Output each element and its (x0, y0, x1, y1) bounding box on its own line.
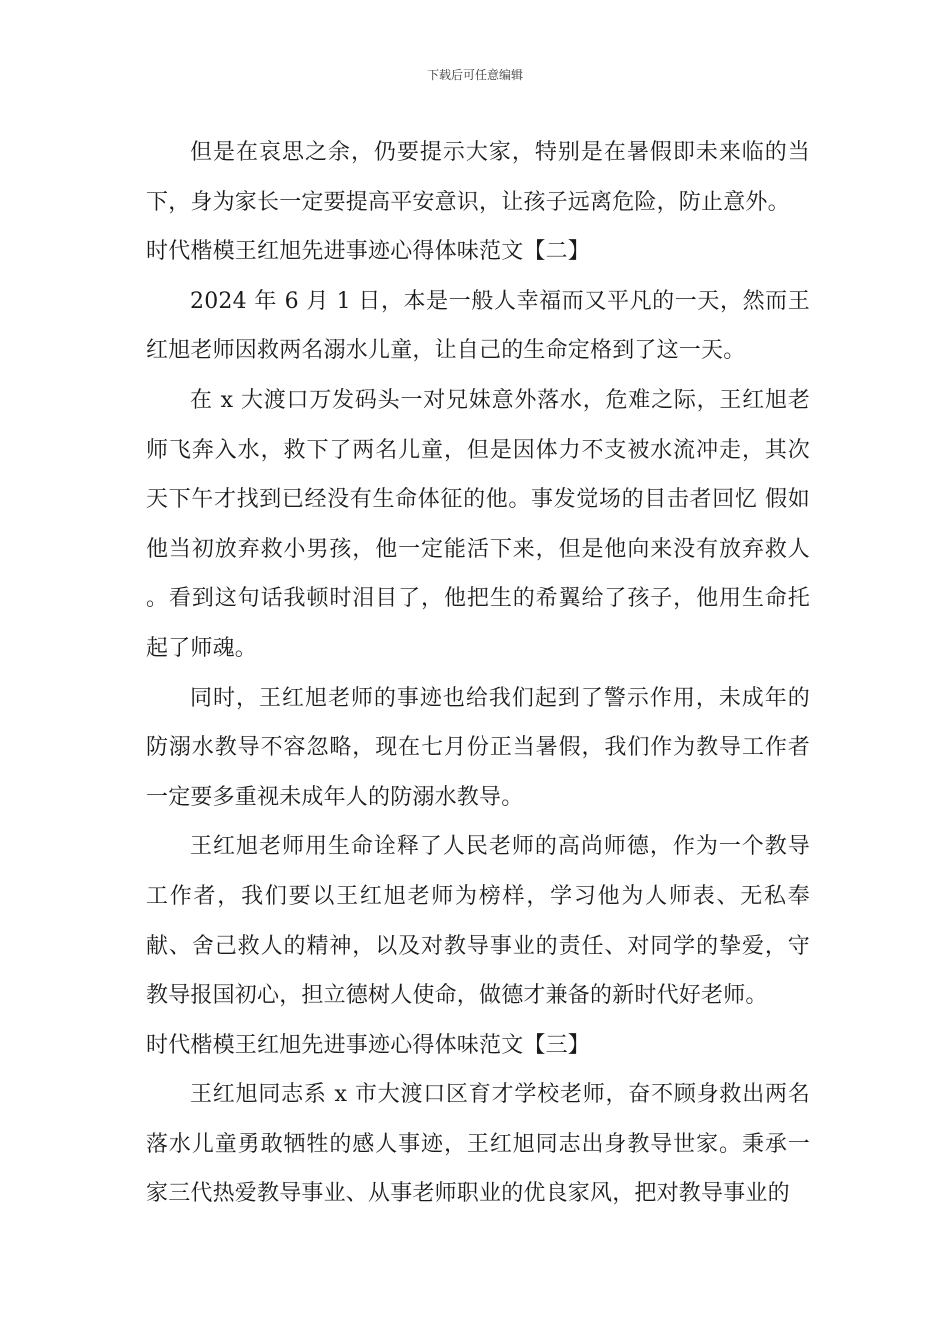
paragraph-2: 2024 年 6 月 1 日，本是一般人幸福而又平凡的一天，然而王红旭老师因救两名溺水儿童，让自己的生命定格到了这一天。 (146, 288, 810, 364)
paragraph-1: 但是在哀思之余，仍要提示大家，特别是在暑假即未来临的当下，身为家长一定要提高平安意识，让孩子远离危险，防止意外。 (146, 140, 810, 215)
paragraph-5: 王红旭老师用生命诠释了人民老师的高尚师德，作为一个教导工作者，我们要以王红旭老师为榜样，学习他为人师表、无私奉献、舍己救人的精神，以及对教导事业的责任、对同学的挚爱，守教导报国初心，担立德树人使命，做德才兼备的新时代好老师。 (146, 834, 810, 1009)
paragraph-3: 在 x 大渡口万发码头一对兄妹意外落水，危难之际，王红旭老师飞奔入水，救下了两名儿童，但是因体力不支被水流冲走，其次天下午才找到已经没有生命体征的他。事发觉场的目击者回忆 假如他当初放弃救小男孩，他一定能活下来，但是他向来没有放弃救人 。看到这句话我顿时泪目了，他把生的希翼给了孩子，他用生命托起了师魂。 (146, 387, 810, 661)
page-header: 下载后可任意编辑 (426, 68, 523, 82)
document-body (146, 128, 810, 1219)
paragraph-6: 王红旭同志系 x 市大渡口区育才学校老师，奋不顾身救出两名落水儿童勇敢牺牲的感人事迹，王红旭同志出身教导世家。秉承一家三代热爱教导事业、从事老师职业的优良家风，把对教导事业的 (146, 1082, 810, 1207)
section-heading-3: 时代楷模王红旭先进事迹心得体味范文【三】 (146, 1032, 591, 1058)
section-heading-2: 时代楷模王红旭先进事迹心得体味范文【二】 (146, 239, 591, 265)
paragraph-4: 同时，王红旭老师的事迹也给我们起到了警示作用，未成年的防溺水教导不容忽略，现在七月份正当暑假，我们作为教导工作者一定要多重视未成年人的防溺水教导。 (146, 685, 810, 810)
